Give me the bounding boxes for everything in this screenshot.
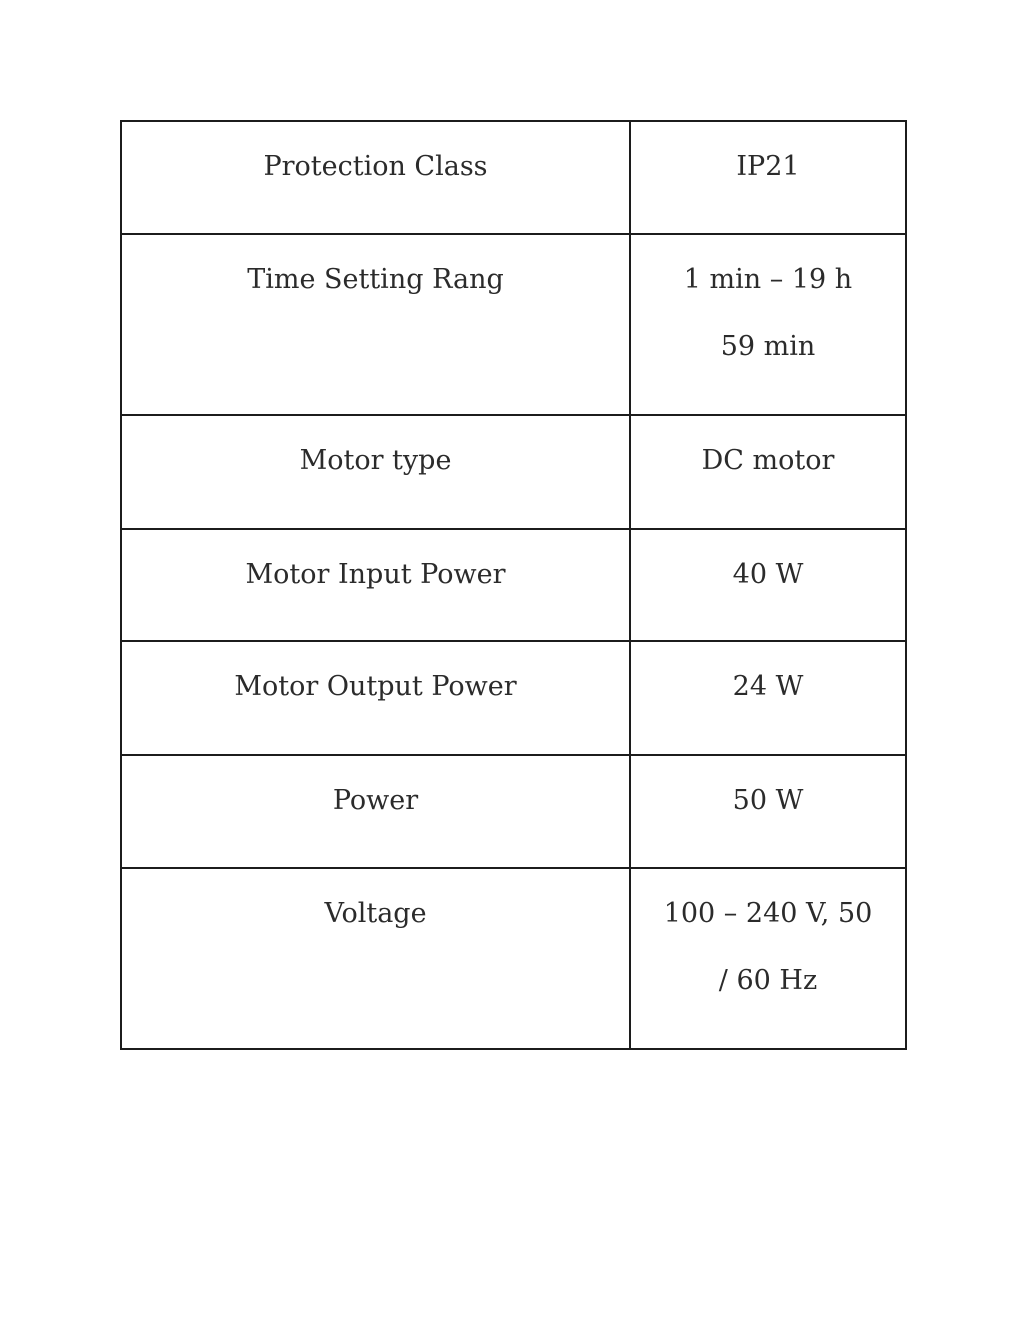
table-row	[121, 529, 906, 641]
table-row	[121, 755, 906, 868]
spec-value-cell	[630, 415, 906, 529]
specifications-table	[120, 120, 907, 1050]
spec-label: Motor Output Power	[234, 671, 517, 702]
table-row	[121, 234, 906, 415]
spec-label: Power	[332, 785, 419, 816]
spec-label-cell	[121, 868, 630, 1049]
spec-value: 1 min – 19 h 59 min	[683, 264, 853, 362]
table-row	[121, 121, 906, 234]
table-row	[121, 415, 906, 529]
spec-value: 24 W	[732, 671, 804, 702]
spec-value-cell	[630, 529, 906, 641]
spec-label-cell	[121, 121, 630, 234]
spec-value: 100 – 240 V, 50 / 60 Hz	[663, 898, 873, 996]
spec-value: DC motor	[701, 445, 835, 476]
spec-label: Voltage	[324, 898, 427, 929]
spec-label-cell	[121, 234, 630, 415]
spec-label-cell	[121, 529, 630, 641]
spec-label: Motor Input Power	[245, 559, 506, 590]
spec-label: Motor type	[299, 445, 452, 476]
spec-label-cell	[121, 415, 630, 529]
spec-value-cell	[630, 641, 906, 755]
spec-value: IP21	[736, 151, 800, 182]
spec-value: 40 W	[732, 559, 804, 590]
spec-value-cell	[630, 755, 906, 868]
spec-label: Protection Class	[263, 151, 488, 182]
table-row	[121, 868, 906, 1049]
spec-value-cell	[630, 234, 906, 415]
spec-value-cell	[630, 868, 906, 1049]
spec-label-cell	[121, 641, 630, 755]
table-row	[121, 641, 906, 755]
spec-label: Time Setting Rang	[247, 264, 504, 295]
spec-label-cell	[121, 755, 630, 868]
spec-value: 50 W	[732, 785, 804, 816]
spec-value-cell	[630, 121, 906, 234]
